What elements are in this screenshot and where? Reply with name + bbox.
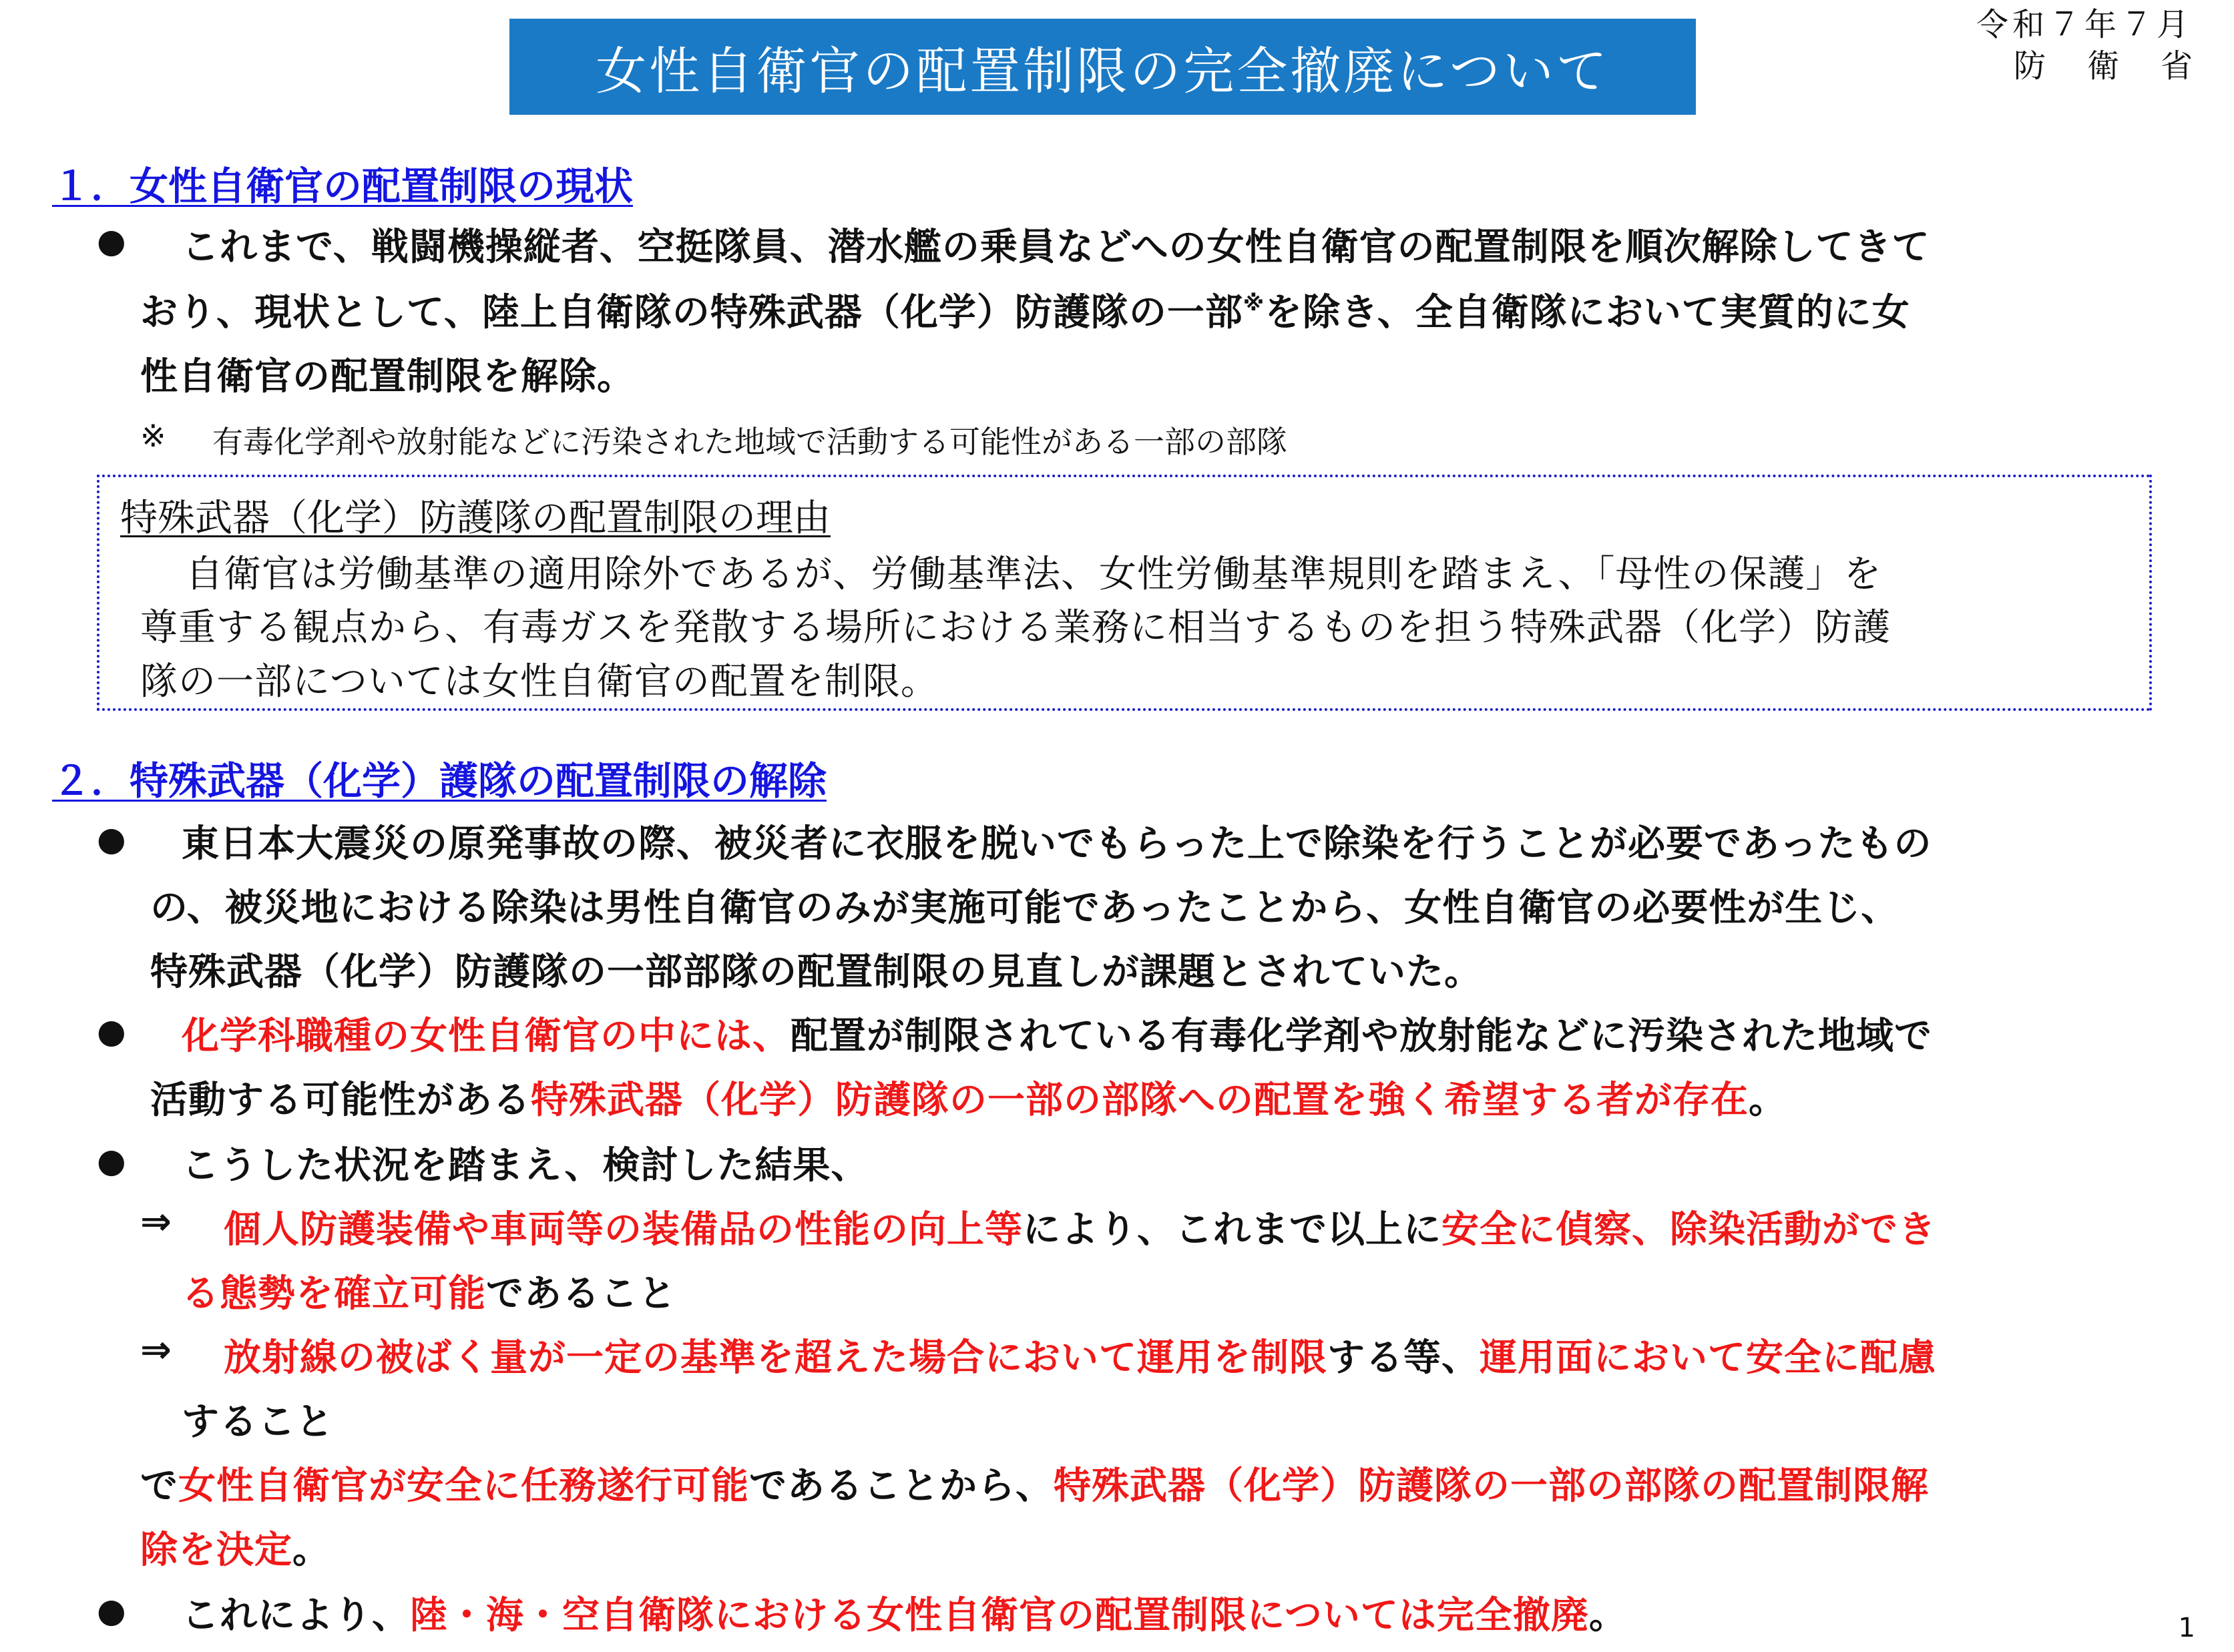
s2-b2-line2: 活動する可能性がある特殊武器（化学）防護隊の一部の部隊への配置を強く希望する者が存在。 bbox=[150, 1079, 1787, 1122]
note-mark: ※ bbox=[1243, 290, 1265, 316]
date-text: 令和７年７月 bbox=[1976, 6, 2193, 43]
page-title: 女性自衛官の配置制限の完全撤廃について bbox=[596, 41, 1610, 101]
conclusion-line1: で女性自衛官が安全に任務遂行可能であることから、特殊武器（化学）防護隊の一部の部隊の配置制限解 bbox=[140, 1464, 1929, 1508]
box-heading: 特殊武器（化学）防護隊の配置制限の理由 bbox=[120, 497, 831, 540]
s2-b1-line1: 東日本大震災の原発事故の際、被災者に衣服を脱いでもらった上で除染を行うことが必要であったもの bbox=[182, 822, 1932, 866]
bullet-icon: ● bbox=[97, 820, 126, 858]
arrow-icon: ⇒ bbox=[140, 1200, 172, 1244]
note-text: 有毒化学剤や放射能などに汚染された地域で活動する可能性がある一部の部隊 bbox=[212, 424, 1287, 460]
date-block bbox=[1976, 4, 2234, 87]
s2-b1-line3: 特殊武器（化学）防護隊の一部部隊の配置制限の見直しが課題とされていた。 bbox=[150, 950, 1482, 994]
arrow2-line1: 放射線の被ばく量が一定の基準を超えた場合において運用を制限する等、運用面において安全に配慮 bbox=[224, 1336, 1936, 1380]
bullet-icon: ● bbox=[97, 1591, 126, 1630]
s1-b1-line2: おり、現状として、陸上自衛隊の特殊武器（化学）防護隊の一部※を除き、全自衛隊において実質的に女 bbox=[140, 290, 1910, 334]
s2-b3-line1: こうした状況を踏まえ、検討した結果、 bbox=[182, 1144, 869, 1187]
section2-heading: ２．特殊武器（化学）護隊の配置制限の解除 bbox=[52, 758, 827, 804]
section1-heading: １．女性自衛官の配置制限の現状 bbox=[52, 164, 634, 209]
bullet-icon: ● bbox=[97, 1141, 126, 1180]
page-number: 1 bbox=[2178, 1613, 2195, 1643]
s2-b1-line2: の、被災地における除染は男性自衛官のみが実施可能であったことから、女性自衛官の必要性が生じ、 bbox=[150, 886, 1900, 930]
box-line2: 尊重する観点から、有毒ガスを発散する場所における業務に相当するものを担う特殊武器（化学）防護 bbox=[140, 606, 1891, 649]
bullet-icon: ● bbox=[97, 222, 126, 260]
ministry-name: 防衛省 bbox=[2013, 47, 2234, 85]
arrow1-line2: る態勢を確立可能であること bbox=[182, 1272, 676, 1316]
conclusion-line2: 除を決定。 bbox=[140, 1529, 330, 1572]
title-banner bbox=[509, 19, 1696, 115]
s1-b1-line1: これまで、戦闘機操縦者、空挺隊員、潜水艦の乗員などへの女性自衛官の配置制限を順次解除してきて bbox=[182, 226, 1930, 269]
s2-b2-line1: 化学科職種の女性自衛官の中には、配置が制限されている有毒化学剤や放射能などに汚染された地域で bbox=[182, 1015, 1932, 1058]
s2-b4-line1: これにより、陸・海・空自衛隊における女性自衛官の配置制限については完全撤廃。 bbox=[182, 1594, 1627, 1637]
note-mark-symbol: ※ bbox=[140, 418, 166, 454]
arrow1-line1: 個人防護装備や車両等の装備品の性能の向上等により、これまで以上に安全に偵察、除染活動ができ bbox=[224, 1208, 1936, 1252]
arrow-icon: ⇒ bbox=[140, 1328, 172, 1372]
bullet-icon: ● bbox=[97, 1012, 126, 1051]
arrow2-line2: すること bbox=[182, 1400, 334, 1444]
box-line1: 自衛官は労働基準の適用除外であるが、労働基準法、女性労働基準規則を踏まえ、「母性の保護」を bbox=[186, 553, 1882, 596]
s1-b1-line3: 性自衛官の配置制限を解除。 bbox=[140, 355, 635, 398]
box-line3: 隊の一部については女性自衛官の配置を制限。 bbox=[140, 660, 939, 704]
